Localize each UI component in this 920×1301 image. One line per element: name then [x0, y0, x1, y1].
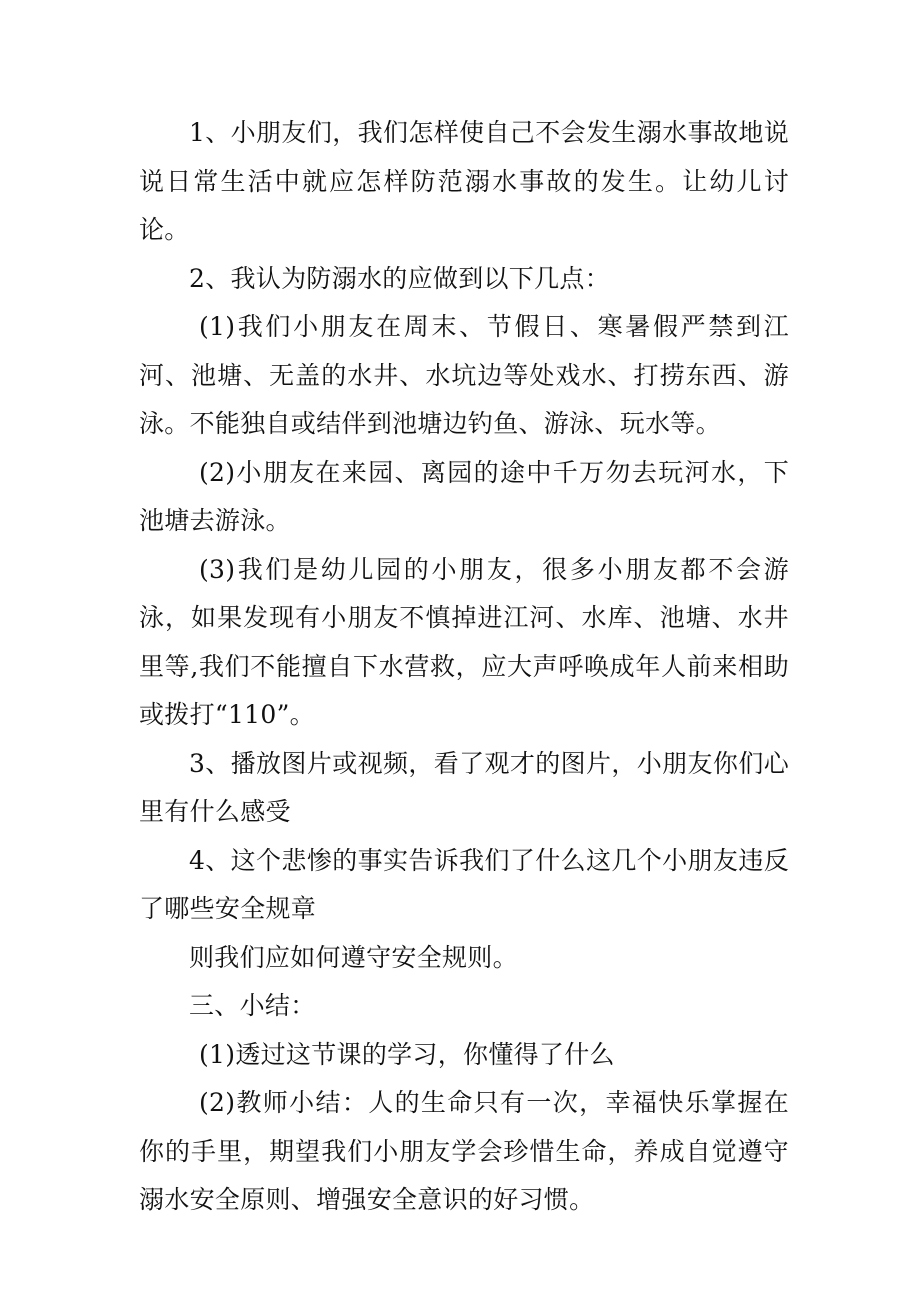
paragraph-5: (3)我们是幼儿园的小朋友，很多小朋友都不会游泳，如果发现有小朋友不慎掉进江河、水库、池塘、水井里等,我们不能擅自下水营救，应大声呼唤成年人前来相助或拨打“110”。	[139, 554, 789, 729]
paragraph-7: 4、这个悲惨的事实告诉我们了什么这几个小朋友违反了哪些安全规章	[139, 845, 789, 923]
paragraph-10: (1)透过这节课的学习，你懂得了什么	[199, 1039, 615, 1069]
document-body	[139, 109, 789, 1225]
paragraph-2: 2、我认为防溺水的应做到以下几点：	[189, 263, 611, 293]
paragraph-1: 1、小朋友们，我们怎样使自己不会发生溺水事故地说说日常生活中就应怎样防范溺水事故的发生。让幼儿讨论。	[139, 118, 789, 244]
paragraph-6: 3、播放图片或视频，看了观才的图片，小朋友你们心里有什么感受	[139, 748, 789, 826]
paragraph-3: (1)我们小朋友在周末、节假日、寒暑假严禁到江河、池塘、无盖的水井、水坑边等处戏水、打捞东西、游泳。不能独自或结伴到池塘边钓鱼、游泳、玩水等。	[139, 312, 789, 438]
paragraph-8: 则我们应如何遵守安全规则。	[189, 942, 518, 972]
section-heading-summary: 三、小结：	[189, 991, 316, 1020]
paragraph-11: (2)教师小结：人的生命只有一次，幸福快乐掌握在你的手里，期望我们小朋友学会珍惜生命，养成自觉遵守溺水安全原则、增强安全意识的好习惯。	[139, 1088, 789, 1214]
paragraph-4: (2)小朋友在来园、离园的途中千万勿去玩河水，下池塘去游泳。	[139, 457, 789, 535]
